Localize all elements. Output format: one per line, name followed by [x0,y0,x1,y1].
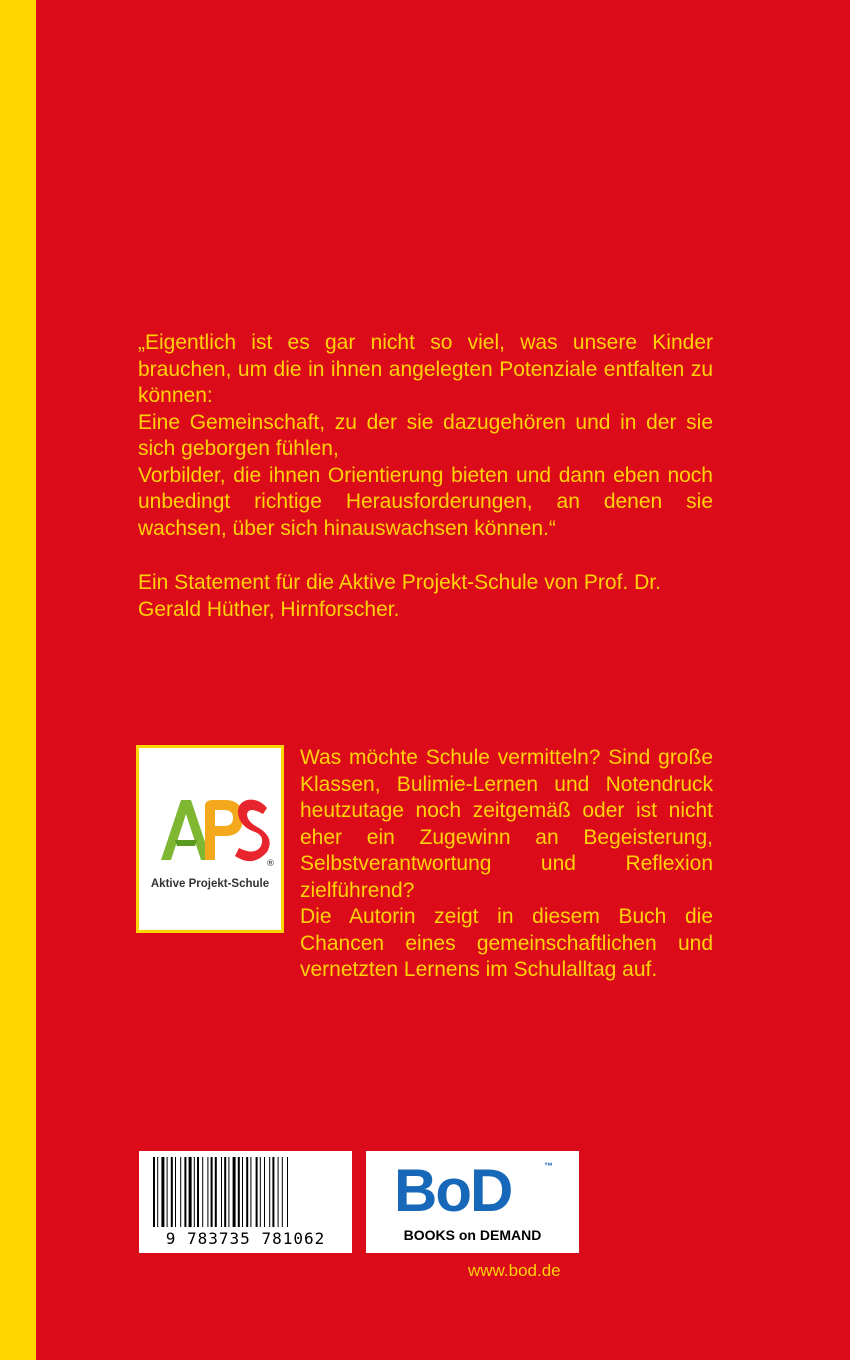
bod-trademark: ™ [544,1161,553,1171]
logo-letter-p [205,800,243,860]
publisher-url: www.bod.de [468,1261,561,1280]
barcode-bar [260,1157,261,1227]
quote-line: Eine Gemeinschaft, zu der sie dazugehören und in der sie sich geborgen fühlen, [138,410,713,460]
barcode-bar [269,1157,270,1227]
barcode-bar [278,1157,279,1227]
barcode [139,1151,352,1253]
logo-letter-label-p: P [223,796,224,797]
barcode-bar [157,1157,158,1227]
barcode-bar [175,1157,176,1227]
registered-mark: ® [266,859,275,869]
isbn-number: 9 783735 781062 [165,1229,326,1248]
barcode-bar [282,1157,283,1227]
barcode-bar [167,1157,168,1227]
quote-block [138,330,713,542]
barcode-bar [224,1157,226,1227]
barcode-bar [228,1157,229,1227]
barcode-bar [207,1157,208,1227]
blurb-paragraph: Was möchte Schule vermitteln? Sind große Klassen, Bulimie-Lernen und Notendruck heutzutage noch zeitgemäß oder ist nicht eher ein Zugewinn an Begeisterung, Selbstverantwortung und Reflexion zielführend? [300,746,713,902]
barcode-bar [153,1157,155,1227]
barcode-bar [211,1157,213,1227]
barcode-bar [194,1157,195,1227]
spine-strip [0,0,36,1360]
logo-letter-a-bar [175,840,197,846]
logo-letter-s [235,800,270,861]
quote-line: Vorbilder, die ihnen Orientierung bieten und dann eben noch unbedingt richtige Herausforderungen, an denen sie wachsen, über sich hinauswachsen können.“ [138,463,713,540]
barcode-bar [197,1157,199,1227]
attribution-text: Ein Statement für die Aktive Projekt-Schule von Prof. Dr. Gerald Hüther, Hirnforscher. [138,571,661,621]
aps-logo-graphic [139,748,281,878]
barcode-bar [202,1157,203,1227]
logo-caption: Aktive Projekt-Schule [150,878,270,890]
bod-logo [366,1151,579,1253]
quote-line: „Eigentlich ist es gar nicht so viel, was unsere Kinder brauchen, um die in ihnen angelegten Potenziale entfalten zu können: [138,331,713,407]
barcode-bar [189,1157,192,1227]
barcode-bar [272,1157,274,1227]
bod-wordmark: BoD [394,1157,512,1224]
attribution [138,570,728,623]
barcode-bar [246,1157,248,1227]
logo-letter-label-a: A [187,796,188,797]
barcode-bar [238,1157,240,1227]
logo-letter-a [161,800,211,860]
aps-logo [136,745,284,933]
logo-letter-label-s: S [255,796,256,797]
blurb-block [300,745,713,984]
barcode-bar [184,1157,186,1227]
barcode-bar [161,1157,164,1227]
bod-subtitle: BOOKS on DEMAND [403,1227,542,1243]
barcode-bar [215,1157,217,1227]
barcode-bar [287,1157,288,1227]
barcode-bar [264,1157,265,1227]
barcode-bar [233,1157,236,1227]
barcode-bar [180,1157,181,1227]
barcode-bar [256,1157,258,1227]
barcode-bar [242,1157,243,1227]
barcode-bar [221,1157,222,1227]
barcode-bar [171,1157,173,1227]
blurb-paragraph: Die Autorin zeigt in diesem Buch die Chancen eines gemeinschaftlichen und vernetzten Lernens im Schulalltag auf. [300,905,713,981]
barcode-bar [250,1157,251,1227]
